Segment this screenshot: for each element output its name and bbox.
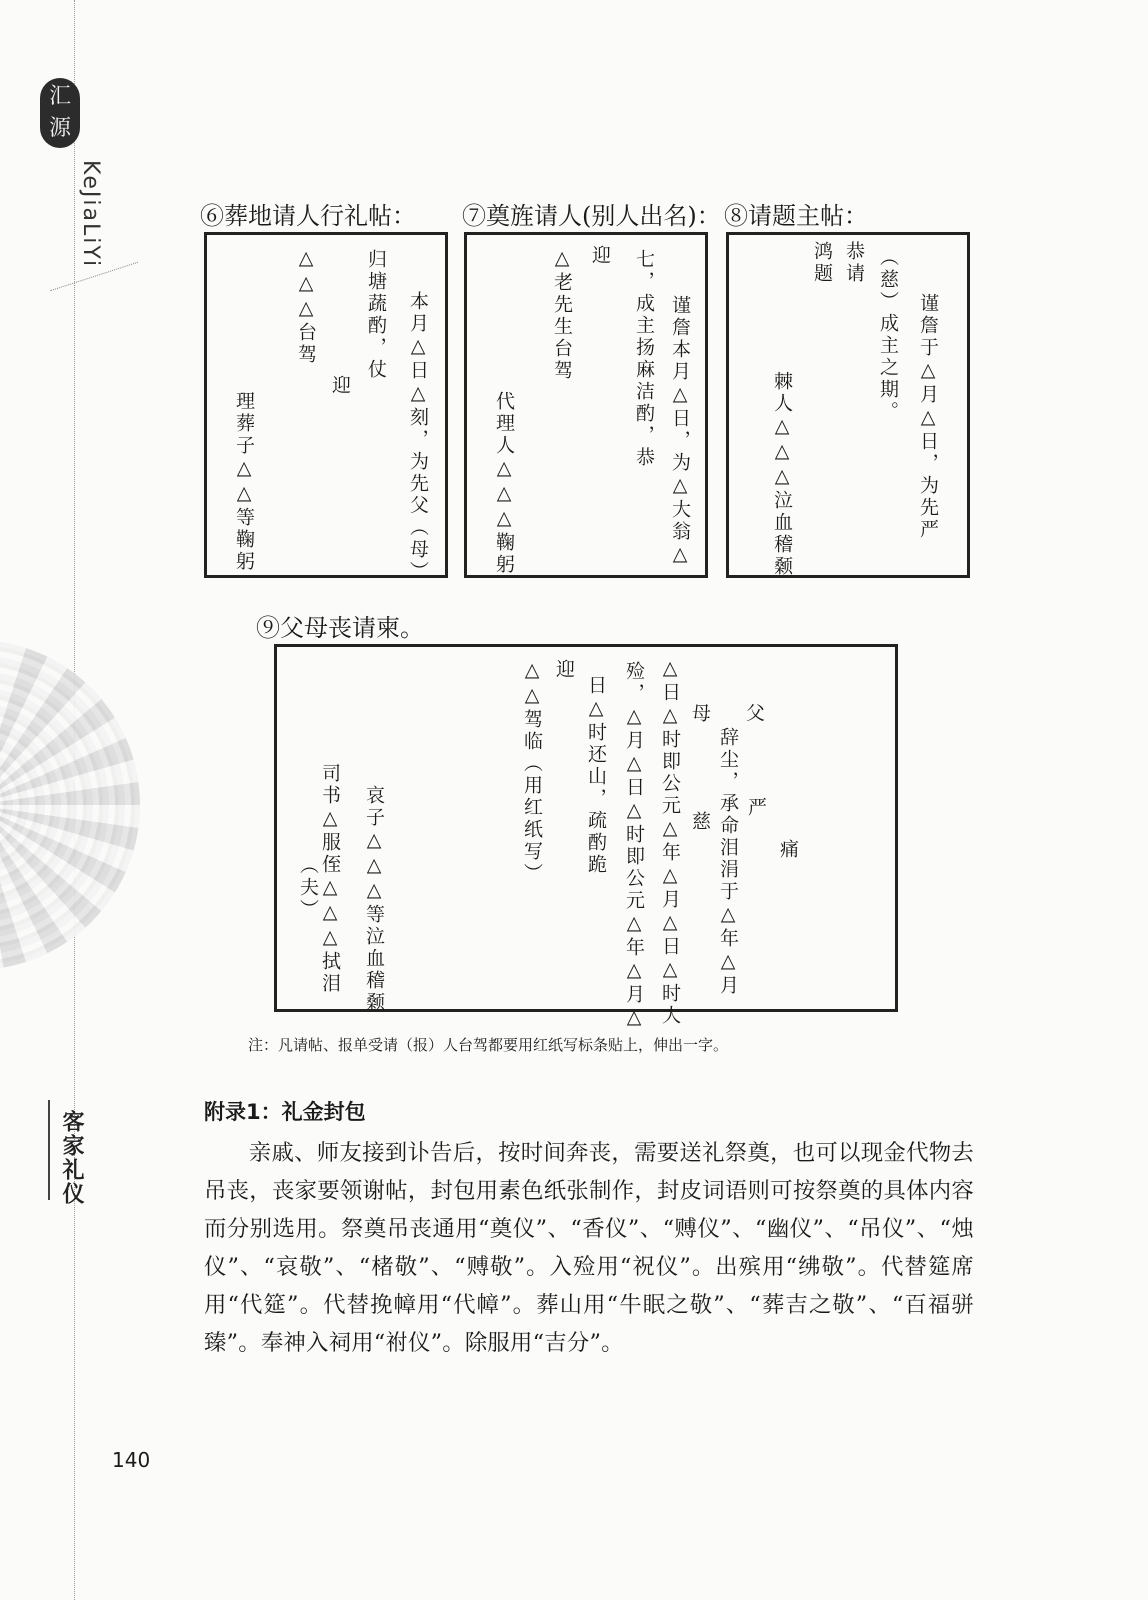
form9-col: 痛	[777, 839, 799, 861]
note-text: 注：凡请帖、报单受请（报）人台驾都要用红纸写标条贴上，伸出一字。	[248, 1036, 729, 1054]
form7-col: 迎	[589, 245, 611, 267]
form9-col: 日△时还山，疏酌跪	[585, 675, 607, 876]
form9-col: 司书△服侄△△△拭泪	[319, 763, 341, 995]
form7-col: 七，成主扬麻洁酌，恭	[633, 249, 655, 469]
form9-col: 哀子△△△等泣血稽颡	[363, 785, 385, 1014]
form6-col: 迎	[329, 375, 351, 397]
form9-col: 父	[743, 703, 765, 725]
form6-title: ⑥葬地请人行礼帖：	[200, 202, 416, 230]
form6-col: 本月△日△刻，为先父（母）	[407, 291, 429, 583]
form8-col: 恭请	[843, 241, 865, 285]
form7-col: 谨詹本月△日，为△大翁△	[669, 295, 691, 568]
form8-col: （慈）成主之期。	[877, 247, 899, 423]
form9-col: 迎	[553, 659, 575, 681]
form9-col: △日△时即公元△年△月△日△时大	[659, 657, 681, 1027]
form7-box	[464, 232, 708, 578]
chapter-label: 客家礼仪	[59, 1110, 84, 1206]
form9-col: 慈	[689, 811, 711, 833]
form7-col: △老先生台驾	[551, 247, 573, 382]
form8-col: 鸿题	[811, 241, 833, 285]
appendix-body	[204, 1134, 974, 1362]
chapter-rule	[48, 1100, 50, 1200]
form9-col: 辞尘，承命泪涓于△年△月	[717, 727, 739, 997]
form8-col: 棘人△△△泣血稽颡	[771, 371, 793, 578]
form6-col: 理葬子△△等鞠躬	[233, 391, 255, 573]
page-number: 140	[112, 1448, 151, 1472]
form9-col: 严	[745, 797, 767, 819]
form8-title: ⑧请题主帖：	[724, 202, 868, 230]
series-label: KeJiaLiYi	[78, 160, 103, 269]
seal-logo: 汇源	[40, 78, 80, 148]
form9-col: 母	[689, 703, 711, 725]
form6-col: △△△台驾	[295, 247, 317, 366]
appendix-paragraph: 亲戚、师友接到讣告后，按时间奔丧，需要送礼祭奠，也可以现金代物去吊丧，丧家要领谢帖，封包用素色纸张制作，封皮词语则可按祭奠的具体内容而分别选用。祭奠吊丧通用“奠仪”、“香仪”、“赙仪”、“幽仪”、“吊仪”、“烛仪”、“哀敬”、“楮敬”、“赙敬”。入殓用“祝仪”。出殡用“绋敬”。代替筵席用“代筵”。代替挽幛用“代幛”。葬山用“牛眠之敬”、“葬吉之敬”、“百福骈臻”。奉神入祠用“祔仪”。除服用“吉分”。	[204, 1140, 974, 1356]
appendix-title: 附录1：礼金封包	[204, 1100, 366, 1124]
form9-col: （夫）	[297, 855, 319, 921]
form7-col: 代理人△△△鞠躬	[493, 391, 515, 576]
form9-box	[274, 644, 898, 1031]
form6-col: 归塘蔬酌，仗	[365, 249, 387, 381]
form9-title: ⑨父母丧请柬。	[256, 614, 424, 642]
form7-title: ⑦奠旌请人(别人出名)：	[462, 202, 721, 230]
cloud-ornament	[0, 640, 140, 970]
form9-col: △△驾临（用红纸写）	[521, 659, 543, 885]
form6-box	[204, 232, 448, 583]
form8-col: 谨詹于△月△日，为先严	[917, 293, 939, 541]
form9-col: 殓，△月△日△时即公元△年△月△	[623, 661, 645, 1031]
form8-box	[726, 232, 970, 578]
